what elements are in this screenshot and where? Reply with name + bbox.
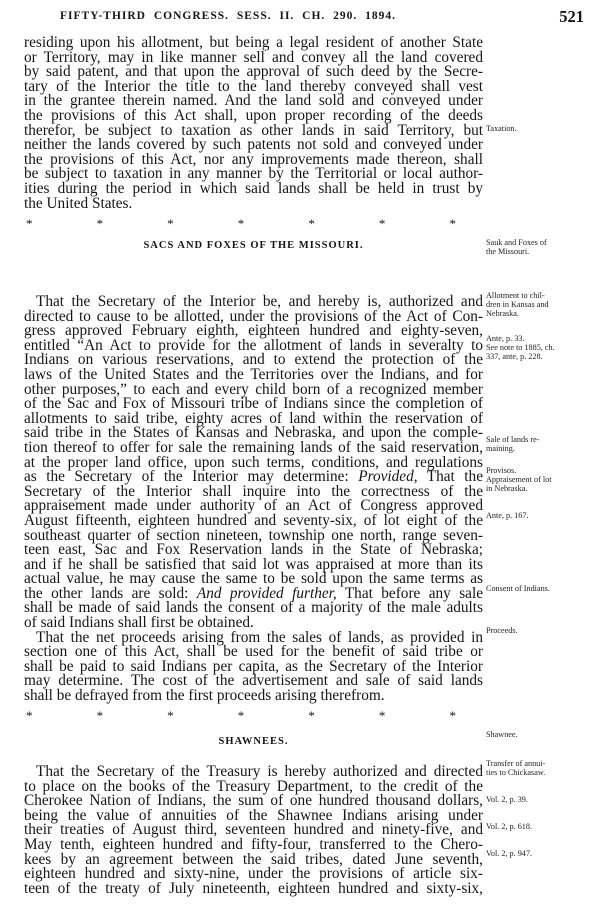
margin-note-vol-2-p-39 <box>486 796 598 805</box>
text-line: being the value of annuities of the Shawnee Indians arising under <box>24 806 483 824</box>
section-heading-sacs-and-foxes: SACS AND FOXES OF THE MISSOURI. <box>143 240 364 251</box>
note-line: dren in Kansas and <box>486 299 549 309</box>
text-line: said tribe in the States of Kansas and Nebraska, and upon the comple- <box>24 424 483 442</box>
text-line: be subject to taxation in any manner by the Territorial or local author- <box>24 165 483 183</box>
text-segment: That before any sale <box>336 584 484 602</box>
text-line: residing upon his allotment, but being a legal resident of another State <box>24 34 483 51</box>
text-line: other purposes,” to each and every child born of a recognized member <box>24 380 483 398</box>
proviso-term: Provided, <box>358 468 418 486</box>
text-line: therefor, be subject to taxation as other lands in said Territory, but <box>24 121 483 139</box>
text-line: of the Sac and Fox of Missouri tribe of Indians since the completion of <box>24 395 483 413</box>
text-segment: That the <box>417 468 483 486</box>
note-line: in Nebraska. <box>486 483 528 493</box>
star: * <box>378 216 386 231</box>
text-line: ities during the period in which said lands shall be held in trust by <box>24 179 483 197</box>
text-line: to place on the books of the Treasury Department, to the credit of the <box>24 777 483 795</box>
text-line: That the Secretary of the Treasury is hereby authorized and directed <box>36 763 483 780</box>
text-line: their treaties of August third, seventeen hundred and ninety-five, and <box>24 821 483 839</box>
star: * <box>96 216 104 231</box>
proviso-term: And provided further, <box>196 584 337 602</box>
text-line: Indians on various reservations, and to extend the protection of the <box>24 351 483 369</box>
note-line: 337, ante, p. 228. <box>486 351 543 361</box>
margin-note-shawnee <box>486 731 598 740</box>
text-line: tary of the Interior the title to the land thereby conveyed shall vest <box>24 77 483 95</box>
star: * <box>26 708 33 723</box>
text-line: by said patent, and that upon the approval of such deed by the Secre- <box>24 63 483 81</box>
text-line: shall be defrayed from the first proceeds arising therefrom. <box>24 687 385 705</box>
note-line: Taxation. <box>486 124 517 133</box>
star: * <box>237 708 245 723</box>
note-line: Consent of Indians. <box>486 584 550 593</box>
text-line: August fifteenth, eighteen hundred and seventy-six, of lot eight of the <box>24 511 483 529</box>
paragraph-allotment-residence <box>24 36 483 211</box>
text-line: Cherokee Nation of Indians, the sum of one hundred thousand dollars, <box>24 792 483 810</box>
text-line: tion thereof to offer for sale the remaining lands of the said reservation, <box>24 438 483 456</box>
note-line: Ante, p. 33. <box>486 334 525 343</box>
star: * <box>378 708 386 723</box>
margin-note-vol-2-p-618 <box>486 823 598 832</box>
star: * <box>26 216 33 231</box>
running-head-title: FIFTY-THIRD CONGRESS. SESS. II. CH. 290. 1894. <box>60 10 397 22</box>
note-line: Sale of lands re- <box>486 435 540 444</box>
star: * <box>308 708 315 723</box>
text-segment: the other lands are sold: <box>24 584 197 602</box>
text-line: actual value, he may cause the same to be sold upon the same terms as <box>24 570 483 588</box>
text-line: appraisement made under authority of an Act of Congress approved <box>24 497 483 515</box>
text-line: gress approved February eighth, eighteen hundred and eighty-seven, <box>24 322 483 340</box>
star: * <box>237 216 245 231</box>
text-segment: as the Secretary of the Interior may determine: <box>24 468 359 486</box>
text-line: directed to cause to be allotted, under the provisions of the Act of Con- <box>24 307 483 325</box>
note-line: Ante, p. 167. <box>486 511 529 520</box>
text-line: That the net proceeds arising from the sales of lands, as provided in <box>36 628 483 646</box>
running-head <box>24 7 584 29</box>
text-line: laws of the United States and the Territories over the Indians, and for <box>24 365 483 383</box>
margin-note-vol-2-p-947 <box>486 850 598 859</box>
section-break-stars <box>26 216 456 232</box>
margin-note-provisos <box>486 467 598 493</box>
margin-note-allotment <box>486 292 598 318</box>
paragraph-sacs-and-foxes <box>24 295 483 704</box>
text-line: eighteen hundred and sixty-nine, under the provisions of article six- <box>24 865 483 883</box>
text-line: section one of this Act, shall be used for the benefit of said tribe or <box>24 643 483 661</box>
margin-note-sauk-and-foxes <box>486 239 598 257</box>
note-line: Proceeds. <box>486 626 518 635</box>
text-line: That the Secretary of the Interior be, and hereby is, authorized and <box>36 293 483 310</box>
text-line: teen east, Sac and Fox Reservation lands in the State of Nebraska; <box>24 541 483 559</box>
text-line: neither the lands covered by such patents not sold and conveyed under <box>24 136 483 154</box>
note-line: Vol. 2, p. 947. <box>486 849 533 858</box>
text-line: May tenth, eighteen hundred and fifty-four, transferred to the Chero- <box>24 835 483 853</box>
star: * <box>167 216 174 231</box>
star: * <box>449 216 456 231</box>
text-line: southeast quarter of section nineteen, township one north, range seven- <box>24 526 483 544</box>
star: * <box>96 708 104 723</box>
margin-note-consent <box>486 585 598 594</box>
text-line: and if he shall be satisfied that said lot was appraised at more than its <box>24 555 483 573</box>
margin-note-citation-ante-167 <box>486 512 598 521</box>
margin-note-sale-of-lands <box>486 436 598 454</box>
star: * <box>308 216 315 231</box>
text-line: or Territory, may in like manner sell and convey all the land covered <box>24 48 483 66</box>
note-line: Sauk and Foxes of <box>486 238 547 247</box>
section-break-stars <box>26 708 456 724</box>
margin-note-transfer <box>486 760 598 778</box>
note-line: Vol. 2, p. 39. <box>486 795 528 804</box>
text-line: at the proper land office, upon such terms, conditions, and regulations <box>24 453 483 471</box>
note-line: Appraisement of lot <box>486 474 552 484</box>
note-line: See note to 1885, ch. <box>486 342 555 352</box>
note-line: ties to Chickasaw. <box>486 767 546 777</box>
text-line: shall be made of said lands the consent of a majority of the male adults <box>24 599 483 617</box>
note-line: Vol. 2, p. 618. <box>486 822 533 831</box>
text-line: the United States. <box>24 194 133 212</box>
text-line: may determine. The cost of the advertisement and sale of said lands <box>24 672 483 690</box>
text-line: allotments to said tribe, eighty acres of land within the reservation of <box>24 409 483 427</box>
text-line: teen of the treaty of July nineteenth, eighteen hundred and sixty-six, <box>24 879 483 897</box>
margin-note-citation-ante-33 <box>486 335 598 361</box>
note-line: Transfer of annui- <box>486 759 546 768</box>
margin-note-proceeds <box>486 627 598 636</box>
text-line: the provisions of this Act shall, upon proper recording of the deeds <box>24 106 483 124</box>
note-line: Shawnee. <box>486 730 518 739</box>
note-line: maining. <box>486 443 515 453</box>
star: * <box>167 708 174 723</box>
note-line: Nebraska. <box>486 308 519 318</box>
text-line: Secretary of the Interior shall inquire into the correctness of the <box>24 482 483 500</box>
page-number: 521 <box>559 7 584 26</box>
text-line: of said Indians shall first be obtained. <box>24 614 254 632</box>
note-line: Provisos. <box>486 466 517 475</box>
paragraph-shawnees <box>24 765 483 896</box>
text-line: the provisions of this Act, nor any improvements made thereon, shall <box>24 150 483 168</box>
margin-note-taxation <box>486 125 598 134</box>
text-line: in the grantee therein named. And the land sold and conveyed under <box>24 92 483 110</box>
section-heading-shawnees: SHAWNEES. <box>218 736 289 747</box>
note-line: the Missouri. <box>486 246 530 256</box>
text-line: shall be paid to said Indians per capita, as the Secretary of the Interior <box>24 657 483 675</box>
text-line: kees by an agreement between the said tribes, dated June seventh, <box>24 850 483 868</box>
star: * <box>449 708 456 723</box>
text-line: entitled “An Act to provide for the allotment of lands in severalty to <box>24 336 483 354</box>
note-line: Allotment to chil- <box>486 291 545 300</box>
